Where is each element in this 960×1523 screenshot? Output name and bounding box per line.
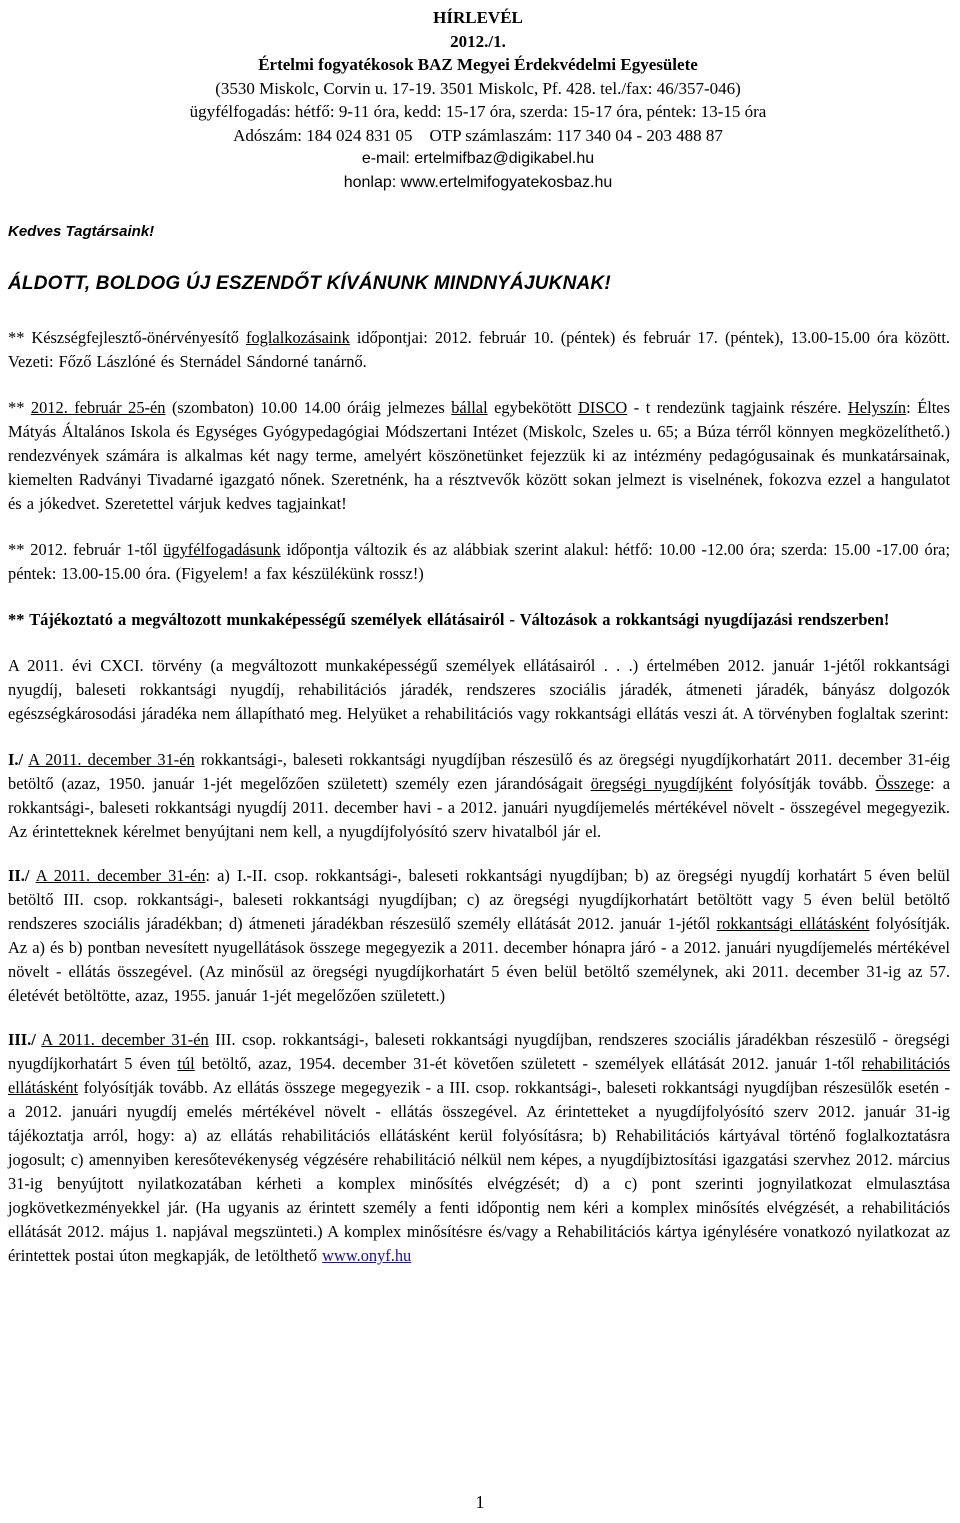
tax-and-bank-numbers: Adószám: 184 024 831 05 OTP számlaszám: 117 340 04 - 203 488 87 [233,125,723,145]
paragraph-point-iii: III./ A 2011. december 31-én III. csop. rokkantsági-, baleseti rokkantsági nyugdíjban, rendszeres szociális járadékban részesülő - öregségi nyugdíjkorhatárt 5 éven túl betöltő, azaz, 1954. december 31-ét követően született - személyek ellátását 2012. január 1-től rehabilitációs ellátásként folyósítják tovább. Az ellátás összege megegyezik - a III. csop. rokkantsági-, baleseti rokkantsági nyugdíjban részesülők esetén - a 2012. januári nyugdíj emelés mértékével növelt - ellátás összegével. Az érintetteket a nyugdíjfolyósító szerv 2012. január 31-ig tájékoztatja arról, hogy: a) az ellátás rehabilitációs ellátásként kerül folyósításra; b) Rehabilitációs kártyával történő foglalkoztatásra jogosult; c) amennyiben keresőtevékenység végzésére rehabilitáció nélkül nem képes, a nyugdíjbiztosítási igazgatási szervhez 2012. március 31-ig benyújtott nyilatkozatában kérheti a komplex minősítés elvégzését; d) a c) pont szerinti jognyilatkozat elmulasztása jogkövetkezményekkel jár. (Ha ugyanis az érintett személy a fenti időpontig nem kéri a komplex minősítés elvégzését, a rehabilitációs ellátását 2012. május 1. napjával megszünteti.) A komplex minősítésre és/vagy a Rehabilitációs kártya igénylésére vonatkozó nyilatkozat az érintettek postai úton megkapják, de letölthető www.onyf.hu [8,1030,950,1265]
organization-address: (3530 Miskolc, Corvin u. 17-19. 3501 Miskolc, Pf. 428. tel./fax: 46/357-046) [215,78,741,98]
office-hours: ügyfélfogadás: hétfő: 9-11 óra, kedd: 15-17 óra, szerda: 15-17 óra, péntek: 13-15 óra [189,102,767,121]
new-year-wish: ÁLDOTT, BOLDOG ÚJ ESZENDŐT KÍVÁNUNK MINDNYÁJUKNAK! [8,273,611,294]
newsletter-body [8,326,950,1268]
newsletter-title: HÍRLEVÉL [433,8,523,27]
contact-website: honlap: www.ertelmifogyatekosbaz.hu [343,173,613,191]
organization-name: Értelmi fogyatékosok BAZ Megyei Érdekvédelmi Egyesülete [258,55,698,74]
paragraph-disco-event: ** 2012. február 25-én (szombaton) 10.00 14.00 óráig jelmezes bállal egybekötött DISCO - t rendezünk tagjaink részére. Helyszín: Éltes Mátyás Általános Iskola és Egységes Gyógypedagógiai Módszertani Intézet (Miskolc, Szeles u. 65; a Búza térről könnyen megközelíthető.) rendezvények számára is alkalmas két nagy terme, amelyért köszönetünket fejezzük ki az intézmény pedagógusainak és munkatársainak, kiemelten Radványi Tivadarné igazgató nőnek. Szeretnénk, ha a résztvevők között sokan jelmezt is viselnének, fokozva ezzel a hangulatot és a jókedvet. Szeretettel várjuk kedves tagjainkat! [8,398,950,513]
paragraph-point-ii: II./ A 2011. december 31-én: a) I.-II. csop. rokkantsági-, baleseti rokkantsági nyugdíjban; b) az öregségi nyugdíj korhatárt 5 éven belül betöltő III. csop. rokkantsági-, baleseti rokkantsági nyugdíjban; c) az öregségi nyugdíjkorhatárt betöltött vagy 5 éven belül betöltő rendszeres szociális járadékban; d) átmeneti járadékban részesülő személy ellátását 2012. január 1-jétől rokkantsági ellátásként folyósítják. Az a) és b) pontban nevesített nyugellátások összege megegyezik a 2011. december hónapra járó - a 2012. januári nyugdíjemelés mértékével növelt - ellátás összegével. (Az minősül az öregségi nyugdíjkorhatárt 5 éven belül betöltő személynek, aki 2011. december 31-ig az 57. életévét betöltötte, azaz, 1955. január 1-jét megelőzően született.) [8,866,950,1005]
greeting: Kedves Tagtársaink! [8,223,155,240]
paragraph-skills-sessions: ** Készségfejlesztő-önérvényesítő foglalkozásaink időpontjai: 2012. február 10. (péntek) és február 17. (péntek), 13.00-15.00 óra között. Vezeti: Főző Lászlóné és Sternádel Sándorné tanárnő. [8,328,950,371]
paragraph-office-hours-change: ** 2012. február 1-től ügyfélfogadásunk időpontja változik és az alábbiak szerint alakul: hétfő: 10.00 -12.00 óra; szerda: 15.00 -17.00 óra; péntek: 13.00-15.00 óra. (Figyelem! a fax készülékünk rossz!) [8,540,951,583]
issue-number: 2012./1. [450,31,506,51]
contact-email: e-mail: ertelmifbaz@digikabel.hu [361,150,595,167]
paragraph-point-i: I./ A 2011. december 31-én rokkantsági-, baleseti rokkantsági nyugdíjban részesülő és az öregségi nyugdíjkorhatárt 2011. december 31-éig betöltő (azaz, 1950. január 1-jét megelőzően született) személy ezen járandóságait öregségi nyugdíjként folyósítják tovább. Összege: a rokkantsági-, baleseti rokkantsági nyugdíj 2011. december havi - a 2012. januári nyugdíjemelés mértékével növelt - összegével megegyezik. Az érintetteknek kérelmet benyújtani nem kell, a nyugdíjfolyósító szerv hivatalból jár el. [8,750,951,841]
paragraph-law-intro: A 2011. évi CXCI. törvény (a megváltozott munkaképességű személyek ellátásairól . . .) értelmében 2012. január 1-jétől rokkantsági nyugdíj, baleseti rokkantsági nyugdíj, rehabilitációs járadék, rendszeres szociális járadék, átmeneti járadék, bányász dolgozók egészségkárosodási járadéka nem állapítható meg. Helyüket a rehabilitációs vagy rokkantsági ellátás veszi át. A törvényben foglaltak szerint: [8,656,950,723]
section-heading-disability-benefits: ** Tájékoztató a megváltozott munkaképességű személyek ellátásairól - Változások a rokkantsági nyugdíjazási rendszerben! [8,610,890,629]
letterhead [8,6,948,194]
onyf-website-link[interactable]: www.onyf.hu [322,1246,412,1265]
page-number: 1 [475,1492,485,1512]
newsletter-page [8,0,951,1265]
